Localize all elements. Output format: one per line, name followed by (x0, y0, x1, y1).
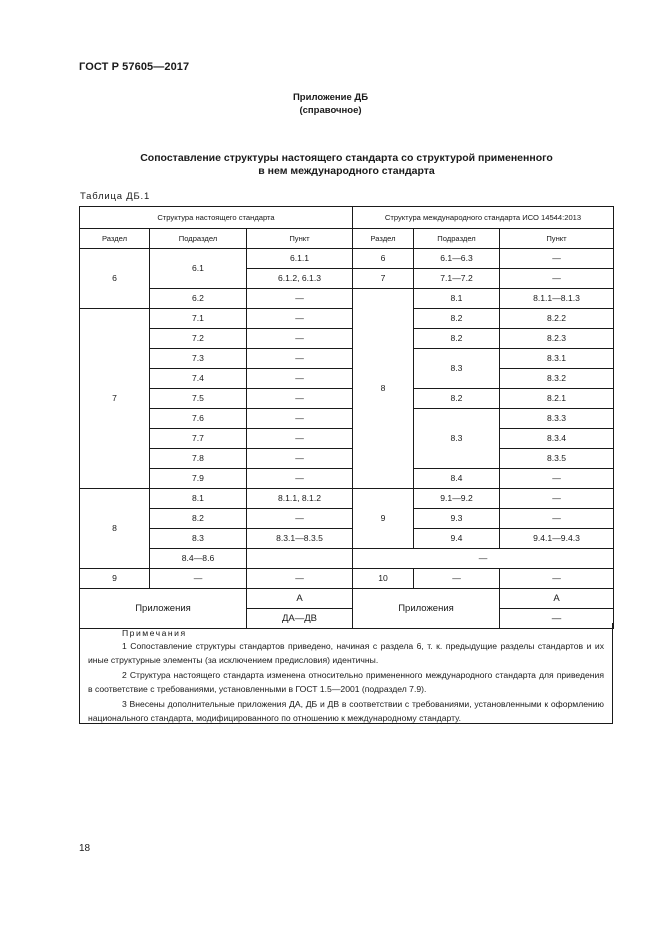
table-cell: — (500, 249, 614, 269)
table-cell: — (247, 429, 353, 449)
annex-subtitle: (справочное) (299, 105, 362, 116)
table-cell: — (247, 509, 353, 529)
table-row (80, 289, 614, 309)
table-cell: 9.4 (414, 529, 500, 549)
caption-line-1: Сопоставление структуры настоящего стандарта со структурой примененного (140, 152, 553, 164)
table-cell: 9 (80, 569, 150, 589)
table-cell: 8.1.1, 8.1.2 (247, 489, 353, 509)
table-row (80, 409, 614, 429)
table-row (80, 529, 614, 549)
col-header-section: Раздел (80, 229, 150, 249)
table-cell: 8.3.3 (500, 409, 614, 429)
table-cell: 9.1—9.2 (414, 489, 500, 509)
table-cell (247, 549, 353, 569)
table-cell: — (500, 489, 614, 509)
table-row (80, 369, 614, 389)
table-cell: 7.5 (150, 389, 247, 409)
table-cell: — (247, 389, 353, 409)
note-item: 3 Внесены дополнительные приложения ДА, ДБ и ДВ в соответствии с требованиями, установленными к оформлению национального стандарта, модифицированного по отношению к международному стандарту. (88, 699, 604, 723)
table-cell: 8.3.2 (500, 369, 614, 389)
col-header-item: Пункт (500, 229, 614, 249)
note-item: 2 Структура настоящего стандарта изменена относительно примененного международного стандарта для приведения в соответствие с требованиями, установленными в ГОСТ 1.5—2001 (подраздел 7.9). (88, 670, 604, 694)
table-cell: 8.2.3 (500, 329, 614, 349)
table-cell: 6.1—6.3 (414, 249, 500, 269)
table-row (80, 249, 614, 269)
table-row (80, 469, 614, 489)
appendix-value: А (247, 589, 353, 609)
table-cell: 8.1 (150, 489, 247, 509)
table-cell: 8.1 (414, 289, 500, 309)
table-cell: 8.3.1—8.3.5 (247, 529, 353, 549)
table-row (80, 329, 614, 349)
table-cell: 8.2 (150, 509, 247, 529)
annex-heading (0, 91, 661, 117)
table-notes (79, 623, 613, 724)
table-cell: 9.3 (414, 509, 500, 529)
table-row (80, 549, 614, 569)
document-code: ГОСТ Р 57605—2017 (79, 61, 190, 73)
table-cell: 7 (80, 309, 150, 489)
annex-title: Приложение ДБ (292, 92, 369, 103)
table-cell: 7.8 (150, 449, 247, 469)
appendix-value: ДА—ДВ (247, 609, 353, 629)
table-cell: 6.2 (150, 289, 247, 309)
table-cell: 8.4—8.6 (150, 549, 247, 569)
table-cell: 8 (80, 489, 150, 569)
table-cell: — (247, 449, 353, 469)
table-caption (90, 152, 603, 178)
column-header-row (80, 229, 614, 249)
table-cell: 10 (353, 569, 414, 589)
table-cell: 7.1 (150, 309, 247, 329)
table-row (80, 449, 614, 469)
table-cell: — (500, 269, 614, 289)
notes-title: Примечания (122, 628, 187, 638)
table-cell: — (247, 409, 353, 429)
table-cell: 7.9 (150, 469, 247, 489)
table-cell: 6 (80, 249, 150, 309)
appendix-label-current: Приложения (80, 589, 247, 629)
col-header-subsection: Подраздел (414, 229, 500, 249)
table-cell: 7.3 (150, 349, 247, 369)
table-cell: 7.6 (150, 409, 247, 429)
table-cell: 8.3.1 (500, 349, 614, 369)
table-row (80, 389, 614, 409)
col-header-section: Раздел (353, 229, 414, 249)
table-cell: — (247, 309, 353, 329)
comparison-table (79, 206, 614, 629)
table-cell: 8.1.1—8.1.3 (500, 289, 614, 309)
col-header-subsection: Подраздел (150, 229, 247, 249)
caption-line-2: в нем международного стандарта (258, 165, 435, 177)
table-cell: 8.3 (414, 409, 500, 469)
table-row (80, 509, 614, 529)
table-cell: — (247, 569, 353, 589)
table-cell: 7.2 (150, 329, 247, 349)
page-number: 18 (79, 843, 91, 854)
group-header-international: Структура международного стандарта ИСО 14544:2013 (353, 207, 614, 229)
table-row (80, 349, 614, 369)
appendix-value: А (500, 589, 614, 609)
table-cell: 8.2.2 (500, 309, 614, 329)
table-cell: 6.1 (150, 249, 247, 289)
group-header-current: Структура настоящего стандарта (80, 207, 353, 229)
table-cell: — (150, 569, 247, 589)
table-cell: 8 (353, 289, 414, 489)
table-cell: — (414, 569, 500, 589)
table-cell: 8.2 (414, 389, 500, 409)
table-cell: 8.3 (150, 529, 247, 549)
table-cell: 8.3.5 (500, 449, 614, 469)
table-cell: — (247, 329, 353, 349)
table-cell: 8.3.4 (500, 429, 614, 449)
table-cell: — (500, 569, 614, 589)
table-row (80, 309, 614, 329)
table-label: Таблица ДБ.1 (80, 191, 151, 202)
table-cell: — (247, 289, 353, 309)
table-cell: 8.2 (414, 309, 500, 329)
table-cell: — (247, 369, 353, 389)
table-cell: 9.4.1—9.4.3 (500, 529, 614, 549)
table-row (80, 569, 614, 589)
appendix-row (80, 589, 614, 609)
table-cell: 8.2.1 (500, 389, 614, 409)
table-cell: 6 (353, 249, 414, 269)
table-cell: — (247, 469, 353, 489)
appendix-value: — (500, 609, 614, 629)
table-cell: — (247, 349, 353, 369)
table-row (80, 429, 614, 449)
table-cell: 7 (353, 269, 414, 289)
table-cell: 9 (353, 489, 414, 549)
table-cell: 8.2 (414, 329, 500, 349)
table-cell: 8.3 (414, 349, 500, 389)
col-header-item: Пункт (247, 229, 353, 249)
table-cell: — (500, 509, 614, 529)
appendix-label-international: Приложения (353, 589, 500, 629)
table-row (80, 489, 614, 509)
table-cell: 6.1.1 (247, 249, 353, 269)
table-cell: — (500, 469, 614, 489)
table-cell: — (353, 549, 614, 569)
table-cell: 7.4 (150, 369, 247, 389)
table-cell: 7.1—7.2 (414, 269, 500, 289)
table-cell: 6.1.2, 6.1.3 (247, 269, 353, 289)
table-cell: 7.7 (150, 429, 247, 449)
note-item: 1 Сопоставление структуры стандартов приведено, начиная с раздела 6, т. к. предыдущие разделы стандартов и их иные структурные элементы (за исключением предисловия) идентичны. (88, 641, 604, 665)
table-cell: 8.4 (414, 469, 500, 489)
group-header-row (80, 207, 614, 229)
